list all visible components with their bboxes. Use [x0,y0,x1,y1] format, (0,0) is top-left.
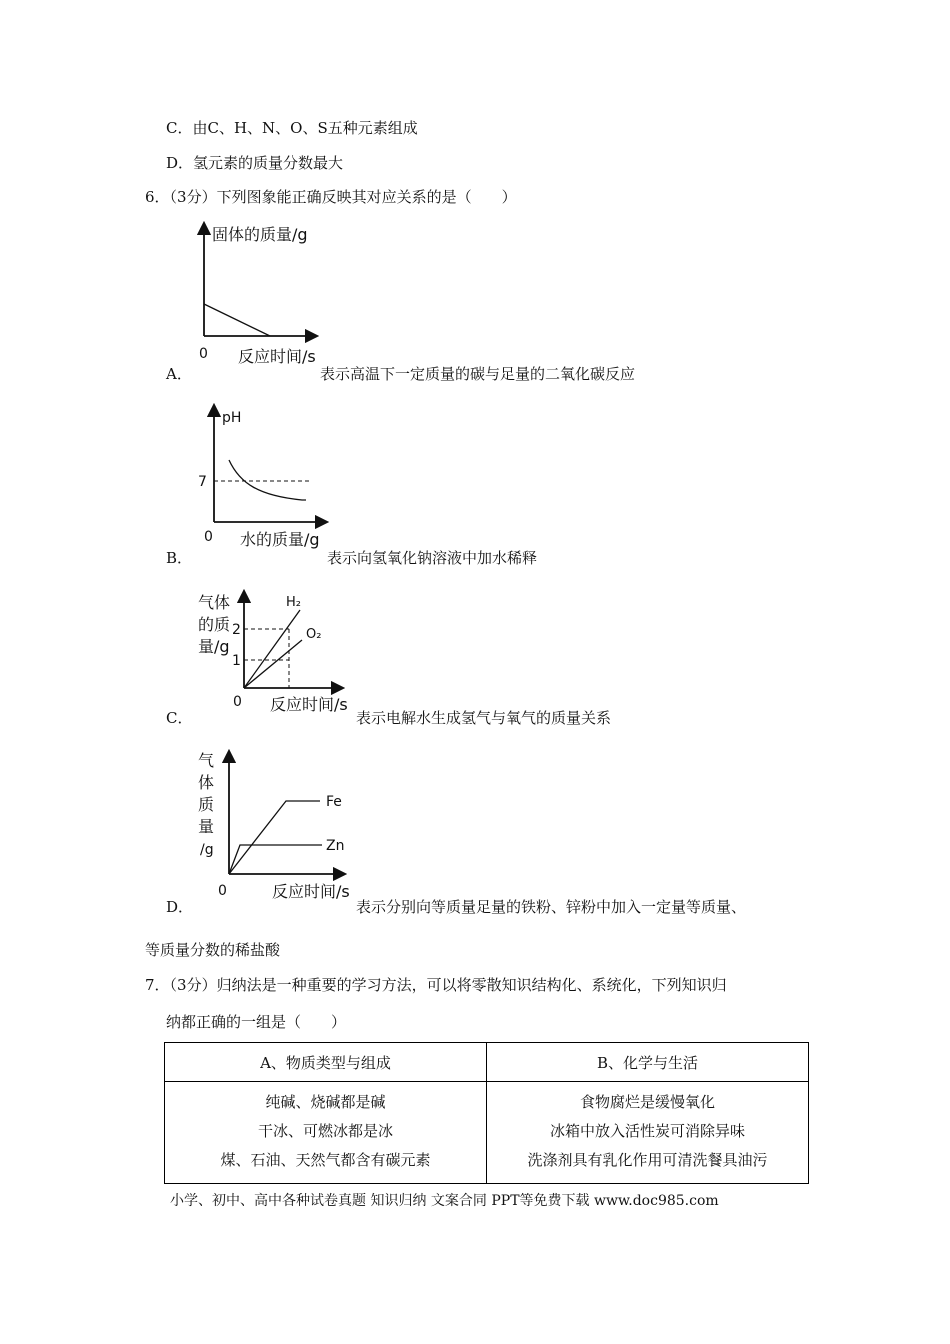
table-header-a: A、物质类型与组成 [165,1043,487,1082]
q5-option-c: C．由C、H、N、O、S五种元素组成 [166,119,418,137]
q7-table [164,1042,809,1184]
q6-stem: 6．（3分）下列图象能正确反映其对应关系的是（ ） [145,188,517,206]
y-axis-label-2: 的质 [198,615,231,634]
fe-line [229,801,320,874]
origin-label: 0 [199,346,208,362]
fe-label: Fe [326,794,342,810]
origin-label: 0 [218,883,227,899]
table-cell-a [165,1082,487,1184]
reference-value: 7 [198,474,207,490]
x-axis-label: 反应时间/s [270,695,348,714]
y-axis-char-1: 气 [198,751,215,770]
data-line [204,304,270,336]
cell-b-line-3: 洗涤剂具有乳化作用可清洗餐具油污 [527,1151,768,1169]
table-cell-b [487,1082,809,1184]
q6-option-d-letter: D． [166,898,194,916]
y-axis-char-5: /g [200,842,214,858]
x-axis-label: 水的质量/g [240,530,320,549]
page-footer: 小学、初中、高中各种试卷真题 知识归纳 文案合同 PPT等免费下载 www.doc985.com [170,1193,719,1209]
cell-b-line-1: 食物腐烂是缓慢氧化 [579,1093,715,1111]
table-header-b: B、化学与生活 [487,1043,809,1082]
cell-a-line-3: 煤、石油、天然气都含有碳元素 [220,1151,431,1169]
q6-option-b-letter: B． [166,549,193,567]
graph-a [190,218,330,368]
y-axis-label-1: 气体 [198,593,231,612]
q6-option-c-letter: C． [166,709,193,727]
graph-b [192,404,332,554]
zn-line [229,845,322,874]
origin-label: 0 [204,529,213,545]
graph-c [192,588,362,718]
cell-a-line-1: 纯碱、烧碱都是碱 [265,1093,386,1111]
q5-option-d: D．氢元素的质量分数最大 [166,154,344,172]
origin-label: 0 [233,694,242,710]
q7-stem-line2: 纳都正确的一组是（ ） [166,1013,347,1031]
tick-2: 2 [232,622,241,638]
y-axis-label: pH [222,410,242,426]
tick-1: 1 [232,653,241,669]
o2-label: O₂ [306,627,322,642]
h2-label: H₂ [286,595,301,610]
q7-stem-line1: 7．（3分）归纳法是一种重要的学习方法，可以将零散知识结构化、系统化，下列知识归 [145,976,727,994]
y-axis-char-4: 量 [198,817,215,836]
zn-label: Zn [326,838,345,854]
q6-option-a-text: 表示高温下一定质量的碳与足量的二氧化碳反应 [320,365,636,383]
cell-a-line-2: 干冰、可燃冰都是冰 [257,1122,393,1140]
x-axis-label: 反应时间/s [272,882,350,901]
q6-option-a-letter: A． [166,365,192,383]
y-axis-label: 固体的质量/g [212,225,308,244]
q6-option-d-text: 表示分别向等质量足量的铁粉、锌粉中加入一定量等质量、 [356,898,747,916]
y-axis-char-3: 质 [198,795,215,814]
q6-option-c-text: 表示电解水生成氢气与氧气的质量关系 [356,709,612,727]
graph-d [192,746,362,906]
y-axis-char-2: 体 [198,773,215,792]
x-axis-label: 反应时间/s [238,347,316,366]
y-axis-label-3: 量/g [198,637,230,656]
data-curve [229,460,306,500]
cell-b-line-2: 冰箱中放入活性炭可消除异味 [549,1122,745,1140]
q6-option-d-text-cont: 等质量分数的稀盐酸 [145,941,281,959]
q6-option-b-text: 表示向氢氧化钠溶液中加水稀释 [327,549,538,567]
table-row [165,1082,809,1184]
